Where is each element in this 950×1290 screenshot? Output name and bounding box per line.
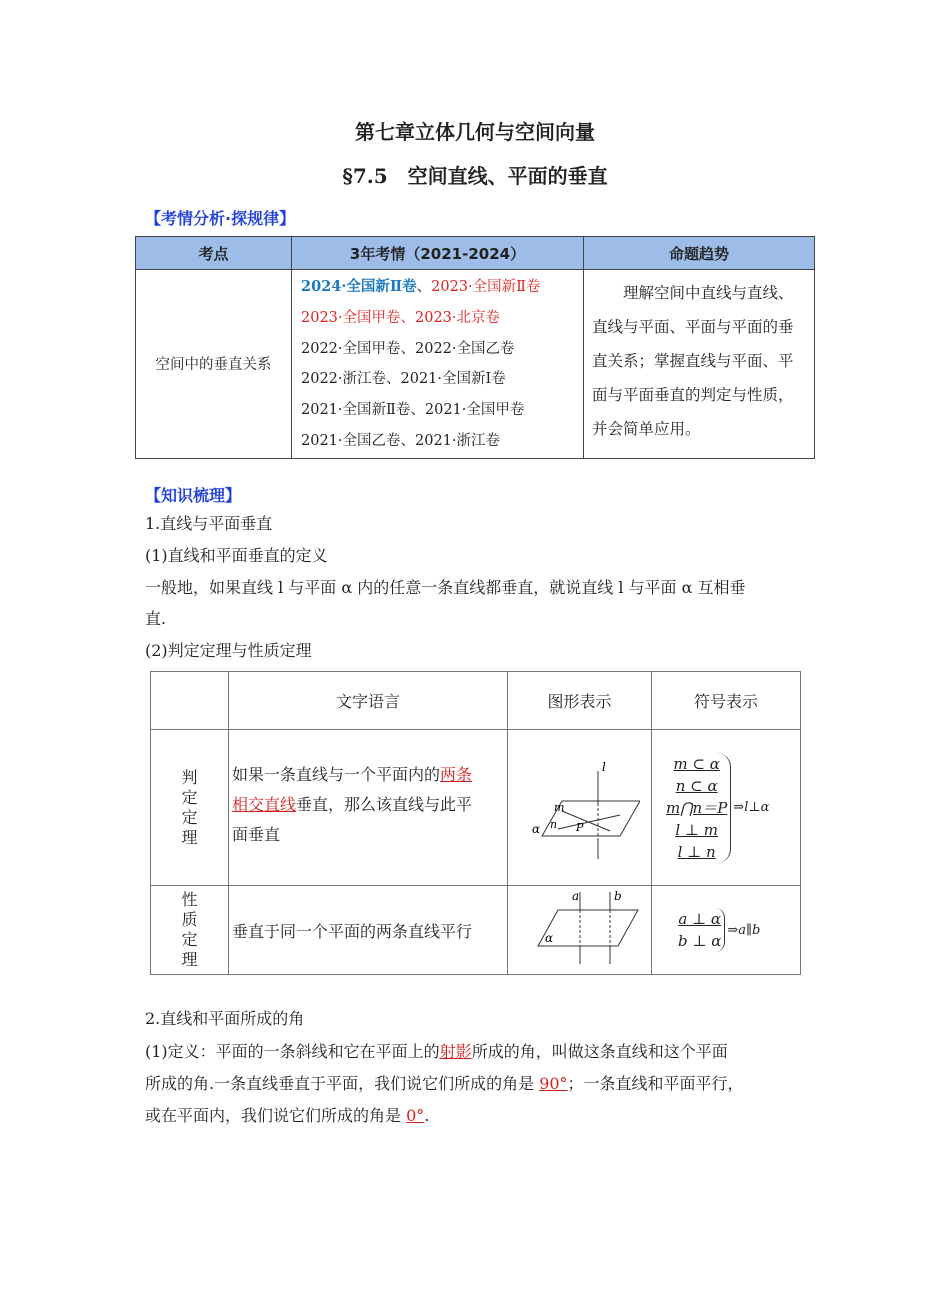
knowledge-p2: (1)直线和平面垂直的定义	[145, 546, 328, 565]
svg-text:n: n	[549, 817, 557, 831]
exam-line-4: 2022·浙江卷、2021·全国新Ⅰ卷	[301, 371, 506, 388]
header-symbol: 符号表示	[652, 672, 801, 730]
section-title: §7.5 空间直线、平面的垂直	[342, 164, 608, 188]
separator: 、	[416, 279, 432, 295]
angle-p3: 所成的角.一条直线垂直于平面，我们说它们所成的角是 90°；一条直线和平面平行，	[145, 1074, 744, 1093]
chapter-title: 第七章立体几何与空间向量	[355, 120, 595, 144]
judgement-symbol: m ⊂ α n ⊂ α m⋂n＝P l ⊥ m l ⊥ n ⇒l⊥α	[652, 730, 801, 886]
col-header-exams: 3年考情（2021-2024）	[292, 237, 584, 270]
svg-text:l: l	[601, 759, 606, 774]
judgement-result: ⇒l⊥α	[733, 800, 770, 815]
svg-text:α: α	[544, 931, 553, 945]
highlight-projection: 射影	[439, 1042, 472, 1061]
topic-cell: 空间中的垂直关系	[136, 270, 292, 459]
knowledge-p3: 一般地，如果直线 l 与平面 α 内的任意一条直线都垂直，就说直线 l 与平面 α 互相垂	[145, 578, 746, 597]
corner-cell	[151, 672, 229, 730]
exam-line-6: 2021·全国乙卷、2021·浙江卷	[301, 432, 501, 449]
highlight-90: 90°	[539, 1074, 568, 1093]
svg-text:a: a	[571, 889, 579, 903]
property-text: 垂直于同一个平面的两条直线平行	[229, 886, 508, 975]
theorem-table	[150, 671, 801, 975]
row-label-judgement: 判 定 定 理	[151, 730, 229, 886]
header-text: 文字语言	[229, 672, 508, 730]
angle-p4: 或在平面内，我们说它们所成的角是 0°.	[145, 1106, 430, 1125]
exam-line-5: 2021·全国新Ⅱ卷、2021·全国甲卷	[301, 402, 525, 419]
exam-2023-new2: 2023·全国新Ⅱ卷	[431, 279, 541, 295]
exam-analysis-heading: 【考情分析·探规律】	[145, 209, 296, 228]
knowledge-p1: 1.直线与平面垂直	[145, 514, 273, 533]
exam-2024: 2024·全国新Ⅱ卷	[301, 278, 417, 295]
judgement-text: 如果一条直线与一个平面内的两条 相交直线垂直，那么该直线与此平 面垂直	[229, 730, 508, 886]
header-figure: 图形表示	[508, 672, 652, 730]
plane-perpendicular-line-diagram	[520, 741, 640, 871]
row-label-property: 性 质 定 理	[151, 886, 229, 975]
knowledge-p4: (2)判定定理与性质定理	[145, 641, 312, 660]
angle-p1: 2.直线和平面所成的角	[145, 1009, 305, 1028]
highlight-two: 两条	[440, 765, 473, 784]
svg-text:P: P	[575, 820, 583, 834]
trend-cell: 理解空间中直线与直线、直线与平面、平面与平面的垂直关系；掌握直线与平面、平面与平面垂直的判定与性质，并会简单应用。	[584, 270, 815, 459]
exams-cell	[292, 270, 584, 459]
highlight-0: 0°	[406, 1106, 425, 1125]
angle-p2: (1)定义：平面的一条斜线和它在平面上的射影所成的角，叫做这条直线和这个平面	[145, 1042, 728, 1061]
property-figure	[508, 886, 652, 975]
svg-text:α: α	[531, 821, 540, 836]
highlight-intersecting: 相交直线	[232, 795, 297, 814]
judgement-figure	[508, 730, 652, 886]
parallel-lines-diagram	[520, 888, 640, 968]
knowledge-heading: 【知识梳理】	[145, 486, 242, 505]
svg-text:m: m	[553, 800, 564, 814]
property-result: ⇒a∥b	[727, 922, 761, 938]
exam-analysis-table	[135, 236, 815, 459]
exam-line-3: 2022·全国甲卷、2022·全国乙卷	[301, 340, 515, 357]
property-symbol: a ⊥ α b ⊥ α ⇒a∥b	[652, 886, 801, 975]
col-header-topic: 考点	[136, 237, 292, 270]
knowledge-p3b: 直.	[145, 609, 167, 628]
svg-text:b: b	[613, 889, 622, 903]
exam-line-2: 2023·全国甲卷、2023·北京卷	[301, 309, 501, 326]
exam-line-1	[293, 272, 582, 303]
col-header-trend: 命题趋势	[584, 237, 815, 270]
